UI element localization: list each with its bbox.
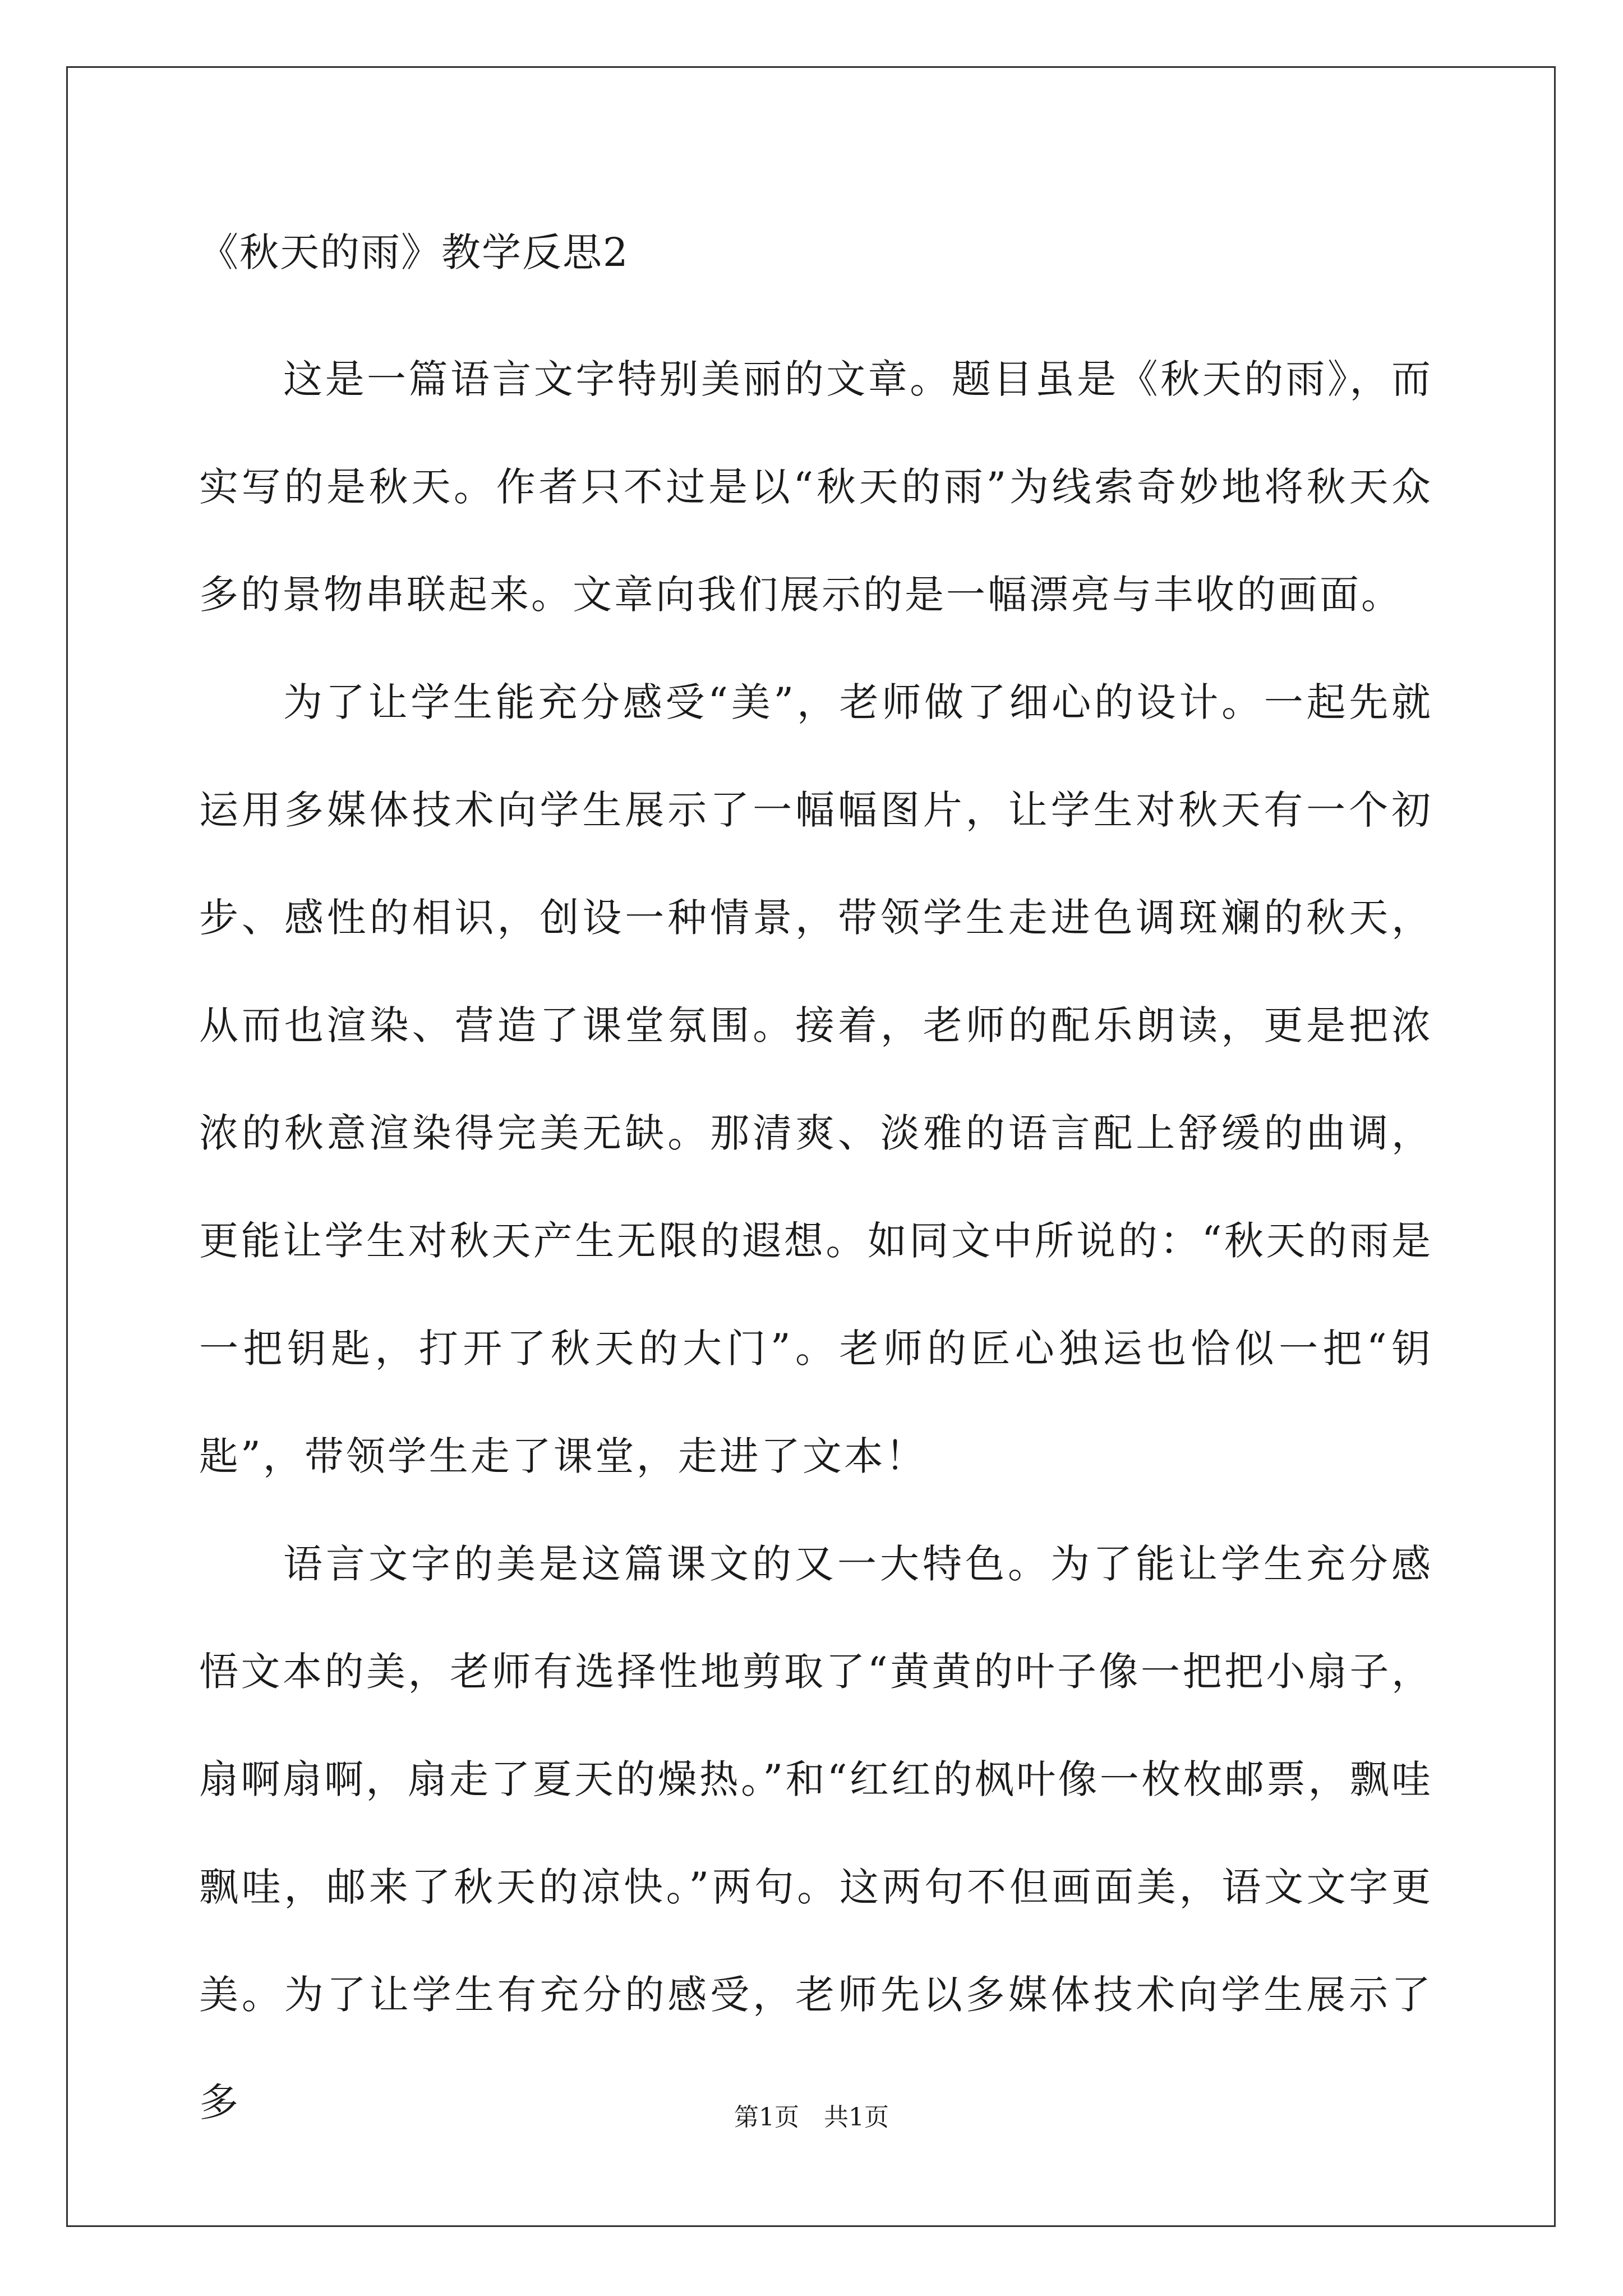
paragraph-1: 这是一篇语言文字特别美丽的文章。题目虽是《秋天的雨》，而实写的是秋天。作者只不过是以“秋天的雨”为线索奇妙地将秋天众多的景物串联起来。文章向我们展示的是一幅漂亮与丰收的画面。: [199, 356, 1433, 618]
paragraph-2: 为了让学生能充分感受“美”，老师做了细心的设计。一起先就运用多媒体技术向学生展示了一幅幅图片，让学生对秋天有一个初步、感性的相识，创设一种情景，带领学生走进色调斑斓的秋天，从而也渲染、营造了课堂氛围。接着，老师的配乐朗读，更是把浓浓的秋意渲染得完美无缺。那清爽、淡雅的语言配上舒缓的曲调，更能让学生对秋天产生无限的遐想。如同文中所说的：“秋天的雨是一把钥匙，打开了秋天的大门”。老师的匠心独运也恰似一把“钥匙”，带领学生走了课堂，走进了文本！: [199, 679, 1433, 1479]
document-body: [199, 219, 1433, 2156]
paragraph-3: 语言文字的美是这篇课文的又一大特色。为了能让学生充分感悟文本的美，老师有选择性地剪取了“黄黄的叶子像一把把小扇子，扇啊扇啊，扇走了夏天的燥热。”和“红红的枫叶像一枚枚邮票，飘哇飘哇，邮来了秋天的凉快。”两句。这两句不但画面美，语文文字更美。为了让学生有充分的感受，老师先以多媒体技术向学生展示了多: [199, 1541, 1433, 2125]
page-number-footer: 第1页 共1页: [734, 2103, 889, 2132]
document-title: 《秋天的雨》教学反思2: [199, 229, 629, 275]
